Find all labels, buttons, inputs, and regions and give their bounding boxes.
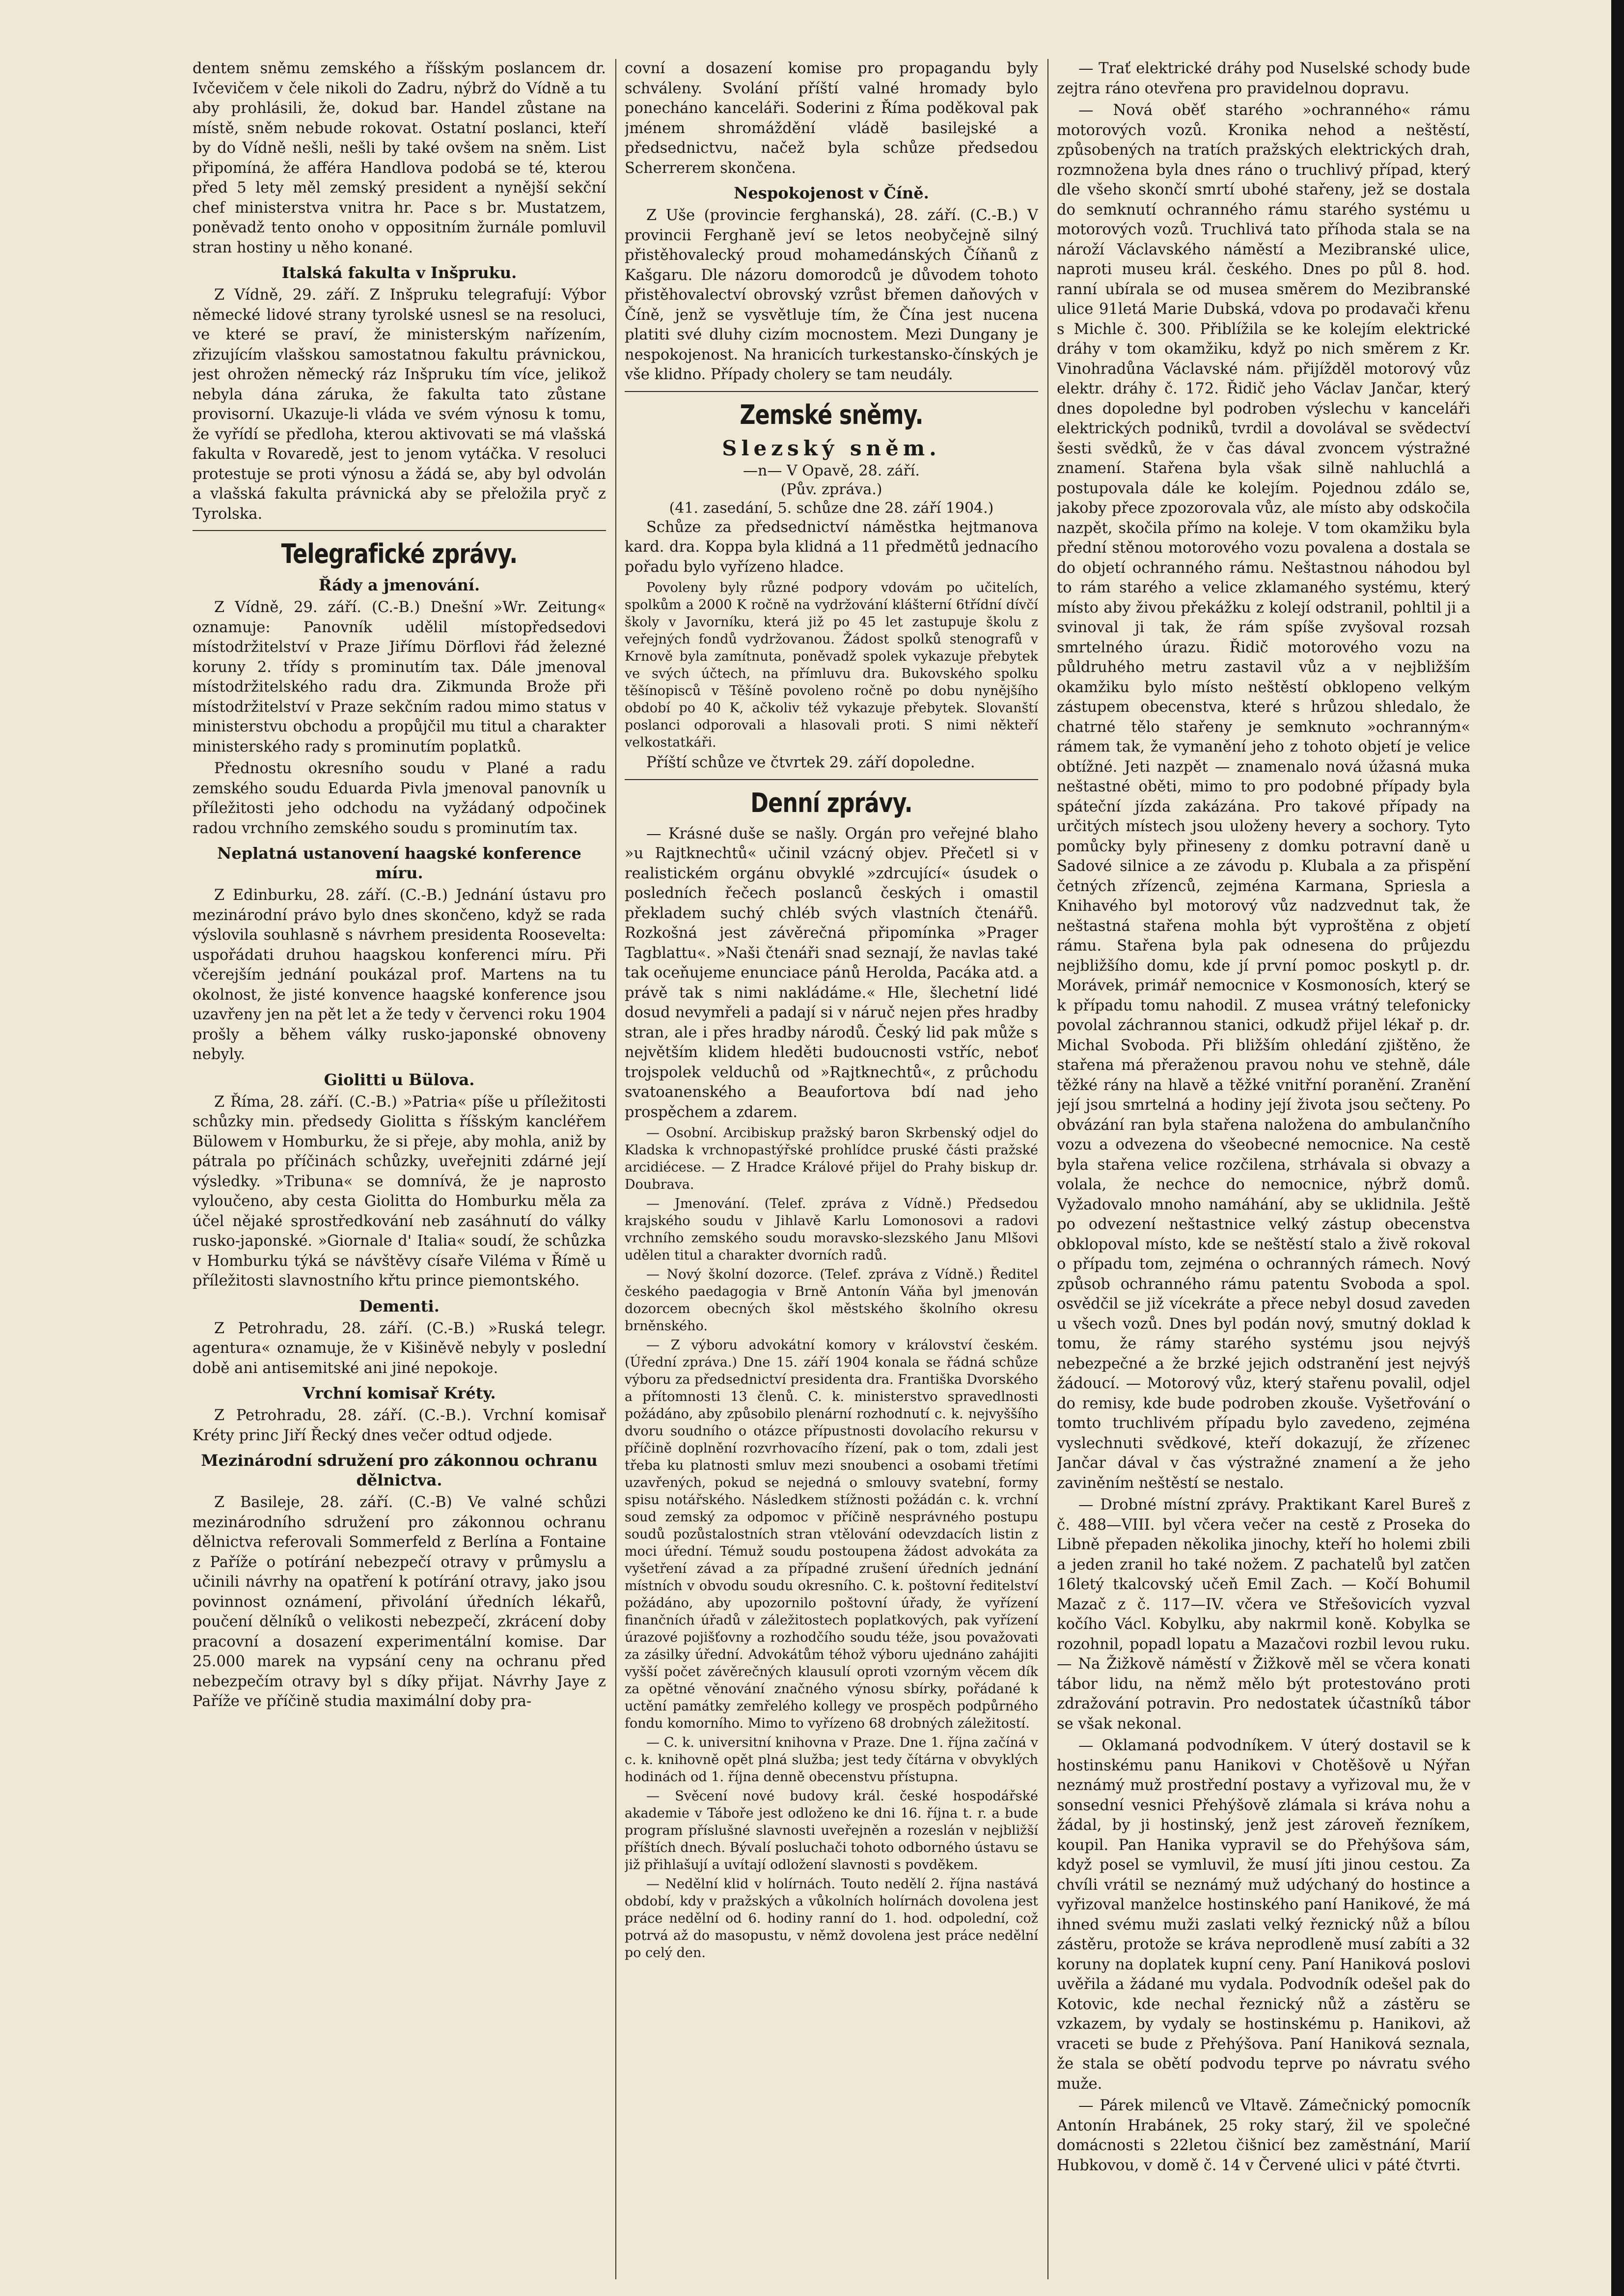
session-info: (41. zasedání, 5. schůze dne 28. září 1904.) — [669, 499, 994, 517]
article-text: — Oklamaná podvodníkem. V úterý dostavil se k hostinskému panu Hanikovi v Chotěšově u Nýřan neznámý muž prostřední postavy a vyřizoval mu, že v sonsední vesnici Přehýšově zlámala si kráva nohu a žádal, by ji hostinský, jenž jest zároveň řezníkem, koupil. Pan Hanika vypravil se do Přehýšova sám, když posel se vymluvil, že musí jíti jinou cestou. Za chvíli vrátil se neznámý muž udýchaný do hostince a vyřizoval manželce hostinského paní Hanikové, že má ihned svému muži zaslati velký řeznický nůž a bílou zástěru, protože se kráva neprodleně musí zabíti a 32 koruny na doplatek kupní ceny. Paní Haniková poslovi uvěřila a žádané mu vydala. Podvodník odešel pak do Kotovic, kde nechal řeznický nůž a zástěru se vzkazem, by vydaly se hostinskému p. Hanikovi, až vraceti se bude z Přehýšova. Paní Haniková seznala, že stala se obětí podvodu teprve po návratu svého muže. — [1057, 1737, 1470, 2093]
article-headline: Vrchní komisař Kréty. — [303, 1384, 496, 1402]
article-text: — Párek milenců ve Vltavě. Zámečnický pomocník Antonín Hrabánek, 25 roky starý, žil ve společné domácnosti s 22letou čišnicí bez zaměstnání, Marií Hubkovou, v domě č. 14 v Červené ulici v páté čtvrti. — [1057, 2097, 1470, 2174]
article-headline: Řády a jmenování. — [318, 576, 480, 594]
article-source: (Pův. zpráva.) — [780, 480, 882, 498]
divider — [193, 530, 606, 531]
article-text: — Osobní. Arcibiskup pražský baron Skrbenský odjel do Kladska k vrchnopastýřské prohlídce pruské části pražské arcidiécese. — Z Hradce Králové přijel do Prahy biskup dr. Doubrava. — [625, 1125, 1038, 1192]
article-text: — Jmenování. (Telef. zpráva z Vídně.) Předsedou krajského soudu v Jihlavě Karlu Lomonosovi a radovi vrchního zemského soudu moravsko-slezského Janu Mlšovi udělen titul a charakter dvorních radů. — [625, 1196, 1038, 1263]
column-2 — [625, 59, 1038, 2279]
article-text: Z Vídně, 29. září. (C.-B.) Dnešní »Wr. Zeitung« oznamuje: Panovník udělil místopředsedovi místodržitelství v Praze Jiřímu Dörflovi řád železné koruny 2. třídy s prominutím tax. Dále jmenoval místodržitelského radu dra. Zikmunda Brože při místodržitelství v Praze sekčním radou mimo status v ministerstvu obchodu a propůjčil mu titul a charakter ministerského rady s prominutím poplatků. — [193, 599, 606, 756]
article-text: Přednostu okresního soudu v Plané a radu zemského soudu Eduarda Pivla jmenoval panovník u příležitosti jeho odchodu na vyžádaný odpočinek radou vrchního zemského soudu s prominutím tax. — [193, 760, 606, 837]
article-text: — Z výboru advokátní komory v království českém. (Úřední zpráva.) Dne 15. září 1904 konala se řádná schůze výboru za předsednictví presidenta dra. Františka Dvorského a přítomnosti 13 členů. C. k. ministerstvo spravedlnosti požádáno, aby způsobilo plenární rozhodnutí c. k. nejvyššího dvoru soudního o otázce přípustnosti dovolacího rekursu v příčině doplnění rozvrhovacího řízení, pak o tom, zdali jest třeba ku platnosti smluv mezi snoubenci a osobami třetími uzavřených, pokud se nejedná o smlouvy svatební, formy spisu notářského. Následkem stížnosti požádán c. k. vrchní soud zemský za odpomoc v příčině nesprávného postupu soudů pozůstalostních stran vtělování odevzdacích listin z moci úřední. Témuž soudu postoupena žádost advokáta za vyšetření závad a za případné zrušení úředních jednání místních v obvodu soudu okresního. C. k. poštovní ředitelství požádáno, aby upozornilo poštovní úřady, že vyřízení finančních úřadů v záležitostech poplatkových, pak vyřízení úrazové pojišťovny a rozhodčího soudu téže, jsou považovati za zásilky úřední. Advokátům téhož výboru ujednáno zahájiti vyšší počet závěrečných klausulí oproti vzorným věcem dík za opětné věnování značného výnosu sbírky, pořádané k uctění památky zemřelého kollegy ve prospěch podpůrného fondu komorního. Mimo to vyřízeno 68 drobných záležitostí. — [625, 1338, 1038, 1731]
article-text: Z Basileje, 28. září. (C.-B) Ve valné schůzi mezinárodního sdružení pro zákonnou ochranu dělnictva referovali Sommerfeld z Berlína a Fontaine z Paříže o potírání nebezpečí otravy v průmyslu a učinili návrhy na opatření k potírání otravy, jako jsou povinnost oznámení, přivolání úředních lékařů, poučení dělníků o velikosti nebezpečí, zkrácení doby pracovní a dosazení experimentální komise. Dar 25.000 marek na vypsání ceny na ochranu před nebezpečím otravy byl s díky přijat. Návrhy Jaye z Paříže ve příčině studia maximální doby pra- — [193, 1494, 606, 1710]
column-rule — [1047, 59, 1048, 2279]
page-edge-shadow — [1611, 0, 1624, 2296]
article-text: Příští schůze ve čtvrtek 29. září dopoledne. — [646, 754, 975, 771]
divider — [625, 779, 1038, 780]
article-text: — Krásné duše se našly. Orgán pro veřejné blaho »u Rajtknechtů« učinil vzácný objev. Přečetl si v realistickém orgánu obvyklé »zdrcující« úsudek o posledních řečech poslanců českých i omastil překladem suchý chléb svých vlastních čtenářů. Rozkošná jest závěrečná připomínka »Prager Tagblattu«. »Naši čtenáři snad seznají, že navlas také tak oceňujeme enunciace pánů Herolda, Pacáka atd. a právě tak s nimi nakládáme.« Hle, šlechetní lidé dosud nevymřeli a padají si v náruč nejen přes hradby stran, ale i přes hradby národů. Český lid pak může s největším klidem hleděti budoucnosti vstříc, neboť trojspolek velduchů od »Rajtknechtů«, z průchodu svatoanenského a Beaufortova bdí nad jeho prospěchem a zdarem. — [625, 825, 1038, 1121]
article-dateline: —n— V Opavě, 28. září. — [743, 462, 920, 479]
article-headline: Giolitti u Bülova. — [324, 1070, 475, 1089]
divider — [625, 391, 1038, 392]
article-headline: Italská fakulta v Inšpruku. — [281, 263, 517, 282]
article-text: Z Vídně, 29. září. Z Inšpruku telegrafují: Výbor německé lidové strany tyrolské usnesl se na resoluci, ve které se praví, že ministerským nařízením, zřizujícím vlašskou samostatnou fakultu právnickou, jest ohrožen německý ráz Inšpruku tím více, jelikož nebyla dána záruka, že fakulta tato zůstane provisorní. Ukazuje-li vláda ve svém výnosu k tomu, že vyřídí se předloha, kterou aktivovati se má vlašská fakulta v Rovaredě, jest to jenom vytáčka. V resoluci protestuje se proti výnosu a žádá se, aby byl odvolán a vlašská fakulta právnická aby se přeložila pryč z Tyrolska. — [193, 286, 606, 523]
article-text: covní a dosazení komise pro propagandu byly schváleny. Svolání příští valné hromady bylo ponecháno kanceláři. Soderini z Říma poděkoval pak jménem shromáždění vládě basilejské a předsednictvu, načež byla schůze předsedou Scherrerem skončena. — [625, 60, 1038, 177]
section-heading: Telegrafické zprávy. — [281, 538, 518, 569]
column-rule — [615, 59, 616, 2279]
column-3 — [1057, 59, 1470, 2279]
section-heading: Denní zprávy. — [750, 787, 912, 818]
article-text: — Nová oběť starého »ochranného« rámu motorových vozů. Kronika nehod a neštěstí, způsobených na tratích pražských elektrických drah, rozmnožena byla dnes ráno o truchlivý případ, který dle všeho skončí smrtí ubohé stařeny, jež se dostala do semknutí ochranného rámu starého systému u motorových vozů. Truchlivá tato příhoda stala se na nároží Václavského náměstí a Mezibranské ulice, naproti museu král. českého. Dnes po půl 8. hod. ranní ubírala se od musea směrem do Mezibranské ulice 91letá Marie Dubská, vdova po prodavači křenu s Michle č. 300. Přiblížila se ke kolejím elektrické dráhy v tom okamžiku, když po nich směrem z Kr. Vinohradůna Václavské nám. přijížděl motorový vůz elektr. dráhy č. 172. Řidič jeho Václav Jančar, který dnes dopoledne byl podroben výslechu v kanceláři elektrických podniků, tvrdil a dovolával se svědectví šesti svědků, že v čas dával zvoncem výstražné znamení. Stařena byla však silně nahluchlá a postupovala dále ke kolejím. Pojednou zdálo se, jakoby přece zpozorovala vůz, ale místo aby odskočila nazpět, skočila přímo na koleje. V tom okamžiku byla přední stěnou motorového vozu povalena a dostala se do objetí ochranného rámu. Neštastnou náhodou byl to rám starého a velice zklamaného systému, který místo aby živou překážku z kolejí odstranil, pohltil ji a svinoval ji tak, že rám spíše zvyšoval rozsah smrtelného úrazu. Řidič motorového vozu na půldruhého metru zastavil vůz a v nejbližším okamžiku bylo místo neštěstí obklopeno velkým zástupem obecenstva, které s hrůzou shledalo, že chatrné tělo stařeny je semknuto »ochranným« rámem tak, že vymanění jeho z tohoto objetí je velice obtížné. Jeti nazpět — znamenalo nová úžasná muka neštastné oběti, mimo to pro podobné případy byla spáteční jízda zakázána. Pro takové případy na určitých místech jsou uloženy hevery a sochory. Tyto pomůcky byly přineseny z domku potravní daně u Sadové silnice a ze závodu p. Klubala a za přispění četných zřízenců, zejména Karmana, Spriesla a Knihavého byl motorový vůz nadzvednut tak, že neštastná stařena mohla být vyproštěna z objetí rámu. Stařena byla pak odnesena do průjezdu nejbližšího domu, kde jí první pomoc poskytl p. dr. Morávek, primář nemocnice v Kosmonosích, který se k případu tomu nahodil. Z musea vrátný telefonicky povolal záchrannou stanici, odkudž přijel lékař p. dr. Michal Svoboda. Při bližším ohledání zjištěno, že stařena má přeraženou pravou nohu ve stehně, dále těžké rány na hlavě a těžké vnitřní poranění. Zranění její jsou smrtelná a hodiny její života jsou sečteny. Po obvázání ran byla stařena naložena do ambulančního vozu a odvezena do všeobecné nemocnice. Na cestě byla stařena velice rozčilena, strhávala si obvazy a volala, že nechce do nemocnice, nýbrž domů. Vyžadovalo mnoho namáhání, aby se uklidnila. Ještě po odvezení neštastnice velký zástup obecenstva obklopoval místo, kde se neštěstí stalo a živě rokoval o případu tom, zejména o ochranných rámech. Nový způsob ochranného rámu patentu Svoboda a spol. osvědčil se již vícekráte a přece nebyl dosud zaveden u všech vozů. Dnes byl podán nový, smutný doklad k tomu, že rámy starého systému jsou nejvýš nebezpečné a že brzké jejich odstranění jest nejvýš žádoucí. — Motorový vůz, který stařenu povalil, odjel do remisy, kde bude podroben zkouše. Vyšetřování o tomto truchlivém případu bylo zavedeno, zejména vyslechnuti svědkové, kteří dokazují, že zřízenec Jančar dával v čas výstražné znamení a že jeho zaviněním neštěstí se nestalo. — [1057, 102, 1470, 1492]
article-headline: Mezinárodní sdružení pro zákonnou ochranu dělnictva. — [201, 1451, 598, 1489]
article-text: Povoleny byly různé podpory vdovám po učitelích, spolkům a 2000 K ročně na vydržování klášterní 6třídní dívčí školy v Javorníku, která již po 45 let zastupuje školu z veřejných fondů vydržovanou. Žádost spolků stenografů v Krnově byla zamítnuta, poněvadž spolek vykazuje přebytek ve svých účtech, na přímluvu dra. Bukovského spolku těšínopisců v Těšíně povoleno ročně po dobu nynějšího období po 40 K, ačkoliv též vykazuje přebytek. Slovanští poslanci odporovali a hlasovali proti. S nimi někteří velkostatkáři. — [625, 580, 1038, 750]
article-text: — Trať elektrické dráhy pod Nuselské schody bude zejtra ráno otevřena pro pravidelnou dopravu. — [1057, 60, 1470, 97]
article-text: — Nedělní klid v holírnách. Touto nedělí 2. října nastává období, kdy v pražských a vůkolních holírnách dovolena jest práce nedělní od 6. hodiny ranní do 1. hod. odpolední, což potrvá až do masopustu, v němž dovolena jest práce nedělní po celý den. — [625, 1876, 1038, 1960]
article-text: — Svěcení nové budovy král. české hospodářské akademie v Táboře jest odloženo ke dni 16. října t. r. a bude program příslušné slavnosti uveřejněn a rozeslán v nejbližší příštích dnech. Bývalí posluchači tohoto odborného ústavu se již přihlašují a uvítají odložení slavnosti s povděkem. — [625, 1789, 1038, 1873]
article-text: — Nový školní dozorce. (Telef. zpráva z Vídně.) Ředitel českého paedagogia v Brně Antonín Váňa byl jmenován dozorcem obecných škol městského školního okresu brněnského. — [625, 1267, 1038, 1334]
article-text: Z Edinburku, 28. září. (C.-B.) Jednání ústavu pro mezinárodní právo bylo dnes skončeno, když se rada výslovila souhlasně s návrhem presidenta Roosevelta: uspořádati druhou haagskou konferenci míru. Při včerejším jednání poukázal prof. Martens na tu okolnost, že jisté konvence haagské konference jsou uzavřeny jen na pět let a že tedy v červenci roku 1904 prošly a během války rusko-japonské obnoveny nebyly. — [193, 887, 606, 1063]
article-text: — Drobné místní zprávy. Praktikant Karel Bureš z č. 488—VIII. byl včera večer na cestě z Proseka do Libně přepaden několika jinochy, kteří ho holemi zbili a jeden zranil ho také nožem. Z pachatelů byl zatčen 16letý tkalcovský učeň Emil Zach. — Kočí Bohumil Mazač z č. 117—IV. včera ve Střešovicích vyzval kočího Václ. Kobylku, aby nakrmil koně. Kobylka se rozohnil, popadl lopatu a Mazačovi rozbil levou ruku. — Na Žižkově náměstí v Žižkově měl se včera konati tábor lidu, na němž mělo být protestováno proti zdražování potravin. Pro nedostatek účastníků tábor se však nekonal. — [1057, 1496, 1470, 1733]
section-heading: Zemské sněmy. — [740, 399, 923, 430]
article-text: Z Petrohradu, 28. září. (C.-B.) »Ruská telegr. agentura« oznamuje, že v Kišiněvě nebyly v poslední době ani antisemitské ani jiné nepokoje. — [193, 1319, 606, 1377]
article-text: Z Říma, 28. září. (C.-B.) »Patria« píše u příležitosti schůzky min. předsedy Giolitta s říšským kancléřem Bülowem v Homburku, že si přeje, aby mohla, aniž by pátrala po příčinách schůzky, uveřejniti zdárné její výsledky. »Tribuna« se domnívá, že je naprosto vyloučeno, aby cesta Giolitta do Homburku měla za účel nějaké sprostředkování neb zasáhnutí do války rusko-japonské. »Giornale d' Italia« soudí, že schůzka v Homburku týká se návštěvy císaře Viléma v Římě u příležitosti slavnostního křtu prince piemontského. — [193, 1093, 606, 1289]
article-text: Schůze za předsednictví náměstka hejtmanova kard. dra. Koppa byla klidná a 11 předmětů jednacího pořadu bylo vyřízeno hladce. — [625, 518, 1038, 576]
article-headline: Neplatná ustanovení haagské konference míru. — [217, 844, 581, 882]
column-1 — [193, 59, 606, 2279]
article-text: Z Uše (provincie ferghanská), 28. září. (C.-B.) V provincii Ferghaně jeví se letos neobyčejně silný přistěhovalecký proud mohamedánských Číňanů z Kašgaru. Dle názoru domorodců je důvodem tohoto přistěhovalectví obrovský vzrůst břemen daňových v Číně, jenž se vysvětluje tím, že Čína jest nucena platiti své dluhy cizím mocnostem. Mezi Dungany je nespokojenost. Na hranicích turkestansko-čínských je vše klidno. Případy cholery se tam neudály. — [625, 207, 1038, 383]
article-text: — C. k. universitní knihovna v Praze. Dne 1. října začíná v c. k. knihovně opět plná služba; jest tedy čítárna v obvyklých hodinách od 1. října denně obecenstvu přístupna. — [625, 1735, 1038, 1785]
article-headline: Slezský sněm. — [722, 436, 941, 460]
article-headline: Dementi. — [359, 1296, 440, 1316]
article-headline: Nespokojenost v Číně. — [734, 184, 929, 202]
article-text: dentem sněmu zemského a říšským poslancem dr. Ivčevičem v čele nikoli do Zadru, nýbrž do Vídně a tu aby prohlásili, že, dokud bar. Handel zůstane na místě, sněm nebude rokovat. Ostatní poslanci, kteří by do Vídně nešli, nešli by také ovšem na sněm. List připomíná, že afféra Handlova podobá se té, kterou před 5 lety měl zemský president a nynější sekční chef ministerstva vnitra hr. Pace s br. Mustatzem, poněvadž tento onoho v oppositním žurnále pomluvil stran hostiny u něho konané. — [193, 60, 606, 256]
article-text: Z Petrohradu, 28. září. (C.-B.). Vrchní komisař Kréty princ Jiří Řecký dnes večer odtud odjede. — [193, 1407, 606, 1444]
